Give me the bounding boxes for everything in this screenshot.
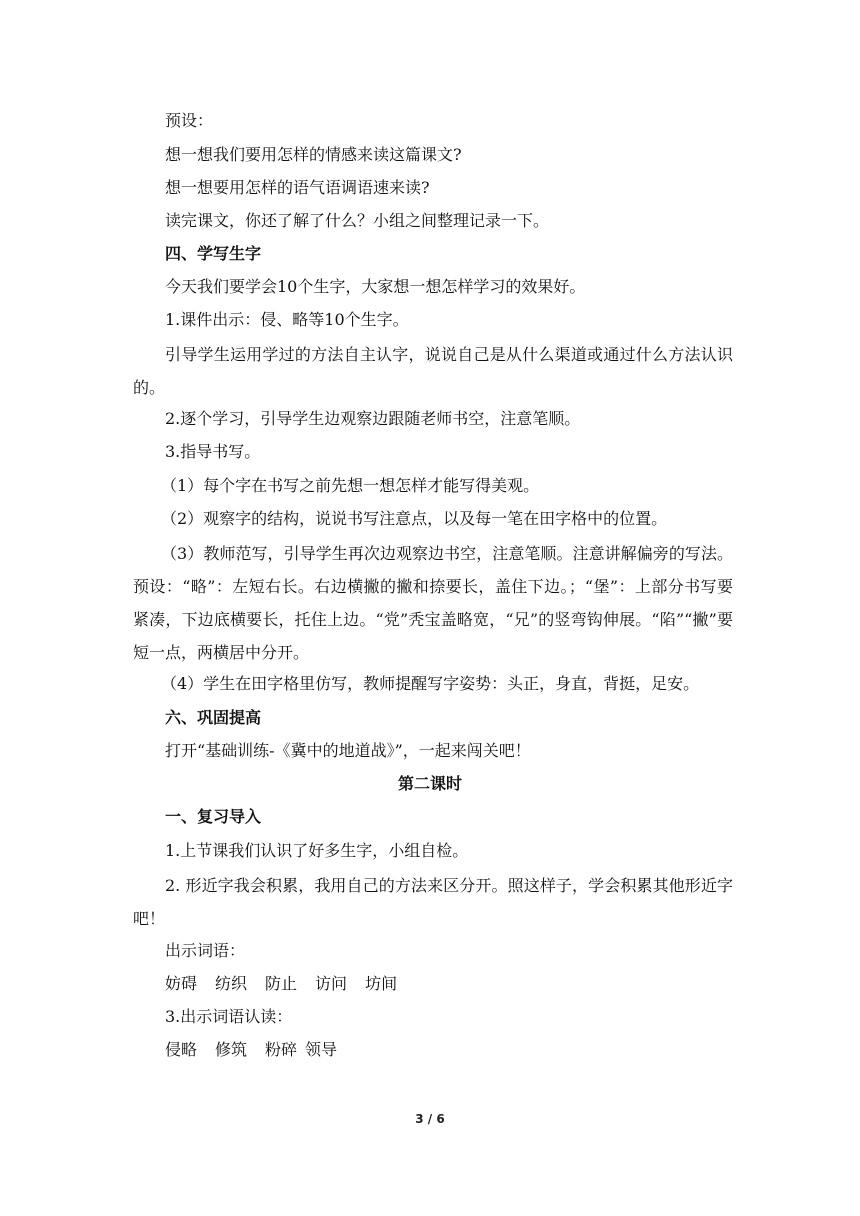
paragraph: 打开“基础训练-《冀中的地道战》”，一起来闯关吧！ <box>165 741 531 760</box>
paragraph: （4）学生在田字格里仿写，教师提醒写字姿势：头正，身直，背挺，足安。 <box>161 674 700 693</box>
paragraph: （3）教师范写，引导学生再次边观察边书空，注意笔顺。注意讲解偏旁的写法。 预设：“略”：左短右长。右边横撇的撇和捺要长，盖住下边。；“堡”：上部分书写要紧凑，下边底横要长，托住上边。“党”秃宝盖略宽，“兄”的竖弯钩伸展。“陷”“撇”要短一点，两横居中分开。 <box>133 544 733 662</box>
paragraph: 想一想我们要用怎样的情感来读这篇课文? <box>165 145 462 164</box>
word: 访问 <box>315 974 348 993</box>
section-heading: 一、复习导入 <box>165 807 262 826</box>
paragraph: 2. 形近字我会积累，我用自己的方法来区分开。照这样子，学会积累其他形近字吧！ <box>133 876 733 928</box>
paragraph: 1.课件出示：侵、略等10个生字。 <box>165 310 409 329</box>
paragraph: 引导学生运用学过的方法自主认字，说说自己是从什么渠道或通过什么方法认识的。 <box>133 345 733 397</box>
word: 领导 <box>305 1040 338 1059</box>
paragraph: （1）每个字在书写之前先想一想怎样才能写得美观。 <box>161 476 540 495</box>
word: 修筑 <box>215 1040 248 1059</box>
paragraph: 2.逐个学习，引导学生边观察边跟随老师书空，注意笔顺。 <box>165 409 581 428</box>
word: 粉碎 <box>265 1040 298 1059</box>
word-list <box>165 1039 355 1061</box>
paragraph: 读完课文，你还了解了什么？小组之间整理记录一下。 <box>165 211 550 230</box>
paragraph: 3.出示词语认读： <box>165 1007 293 1026</box>
word: 纺织 <box>215 974 248 993</box>
paragraph: 1.上节课我们认识了好多生字，小组自检。 <box>165 841 469 860</box>
lesson-title: 第二课时 <box>397 774 462 793</box>
section-heading: 六、巩固提高 <box>165 708 262 727</box>
paragraph: （2）观察字的结构，说说书写注意点，以及每一笔在田字格中的位置。 <box>161 509 668 528</box>
paragraph: 出示词语： <box>165 941 246 960</box>
paragraph: 3.指导书写。 <box>165 442 261 461</box>
paragraph: 想一想要用怎样的语气语调语速来读? <box>165 178 430 197</box>
word: 妨碍 <box>165 974 198 993</box>
section-heading: 四、学写生字 <box>165 244 262 263</box>
paragraph: 预设： <box>165 111 214 130</box>
word: 坊间 <box>365 974 398 993</box>
word: 侵略 <box>165 1040 198 1059</box>
page-number: 3 / 6 <box>415 1112 445 1126</box>
paragraph: 今天我们要学会10个生字，大家想一想怎样学习的效果好。 <box>165 277 586 296</box>
word: 防止 <box>265 974 298 993</box>
word-list <box>165 973 415 995</box>
